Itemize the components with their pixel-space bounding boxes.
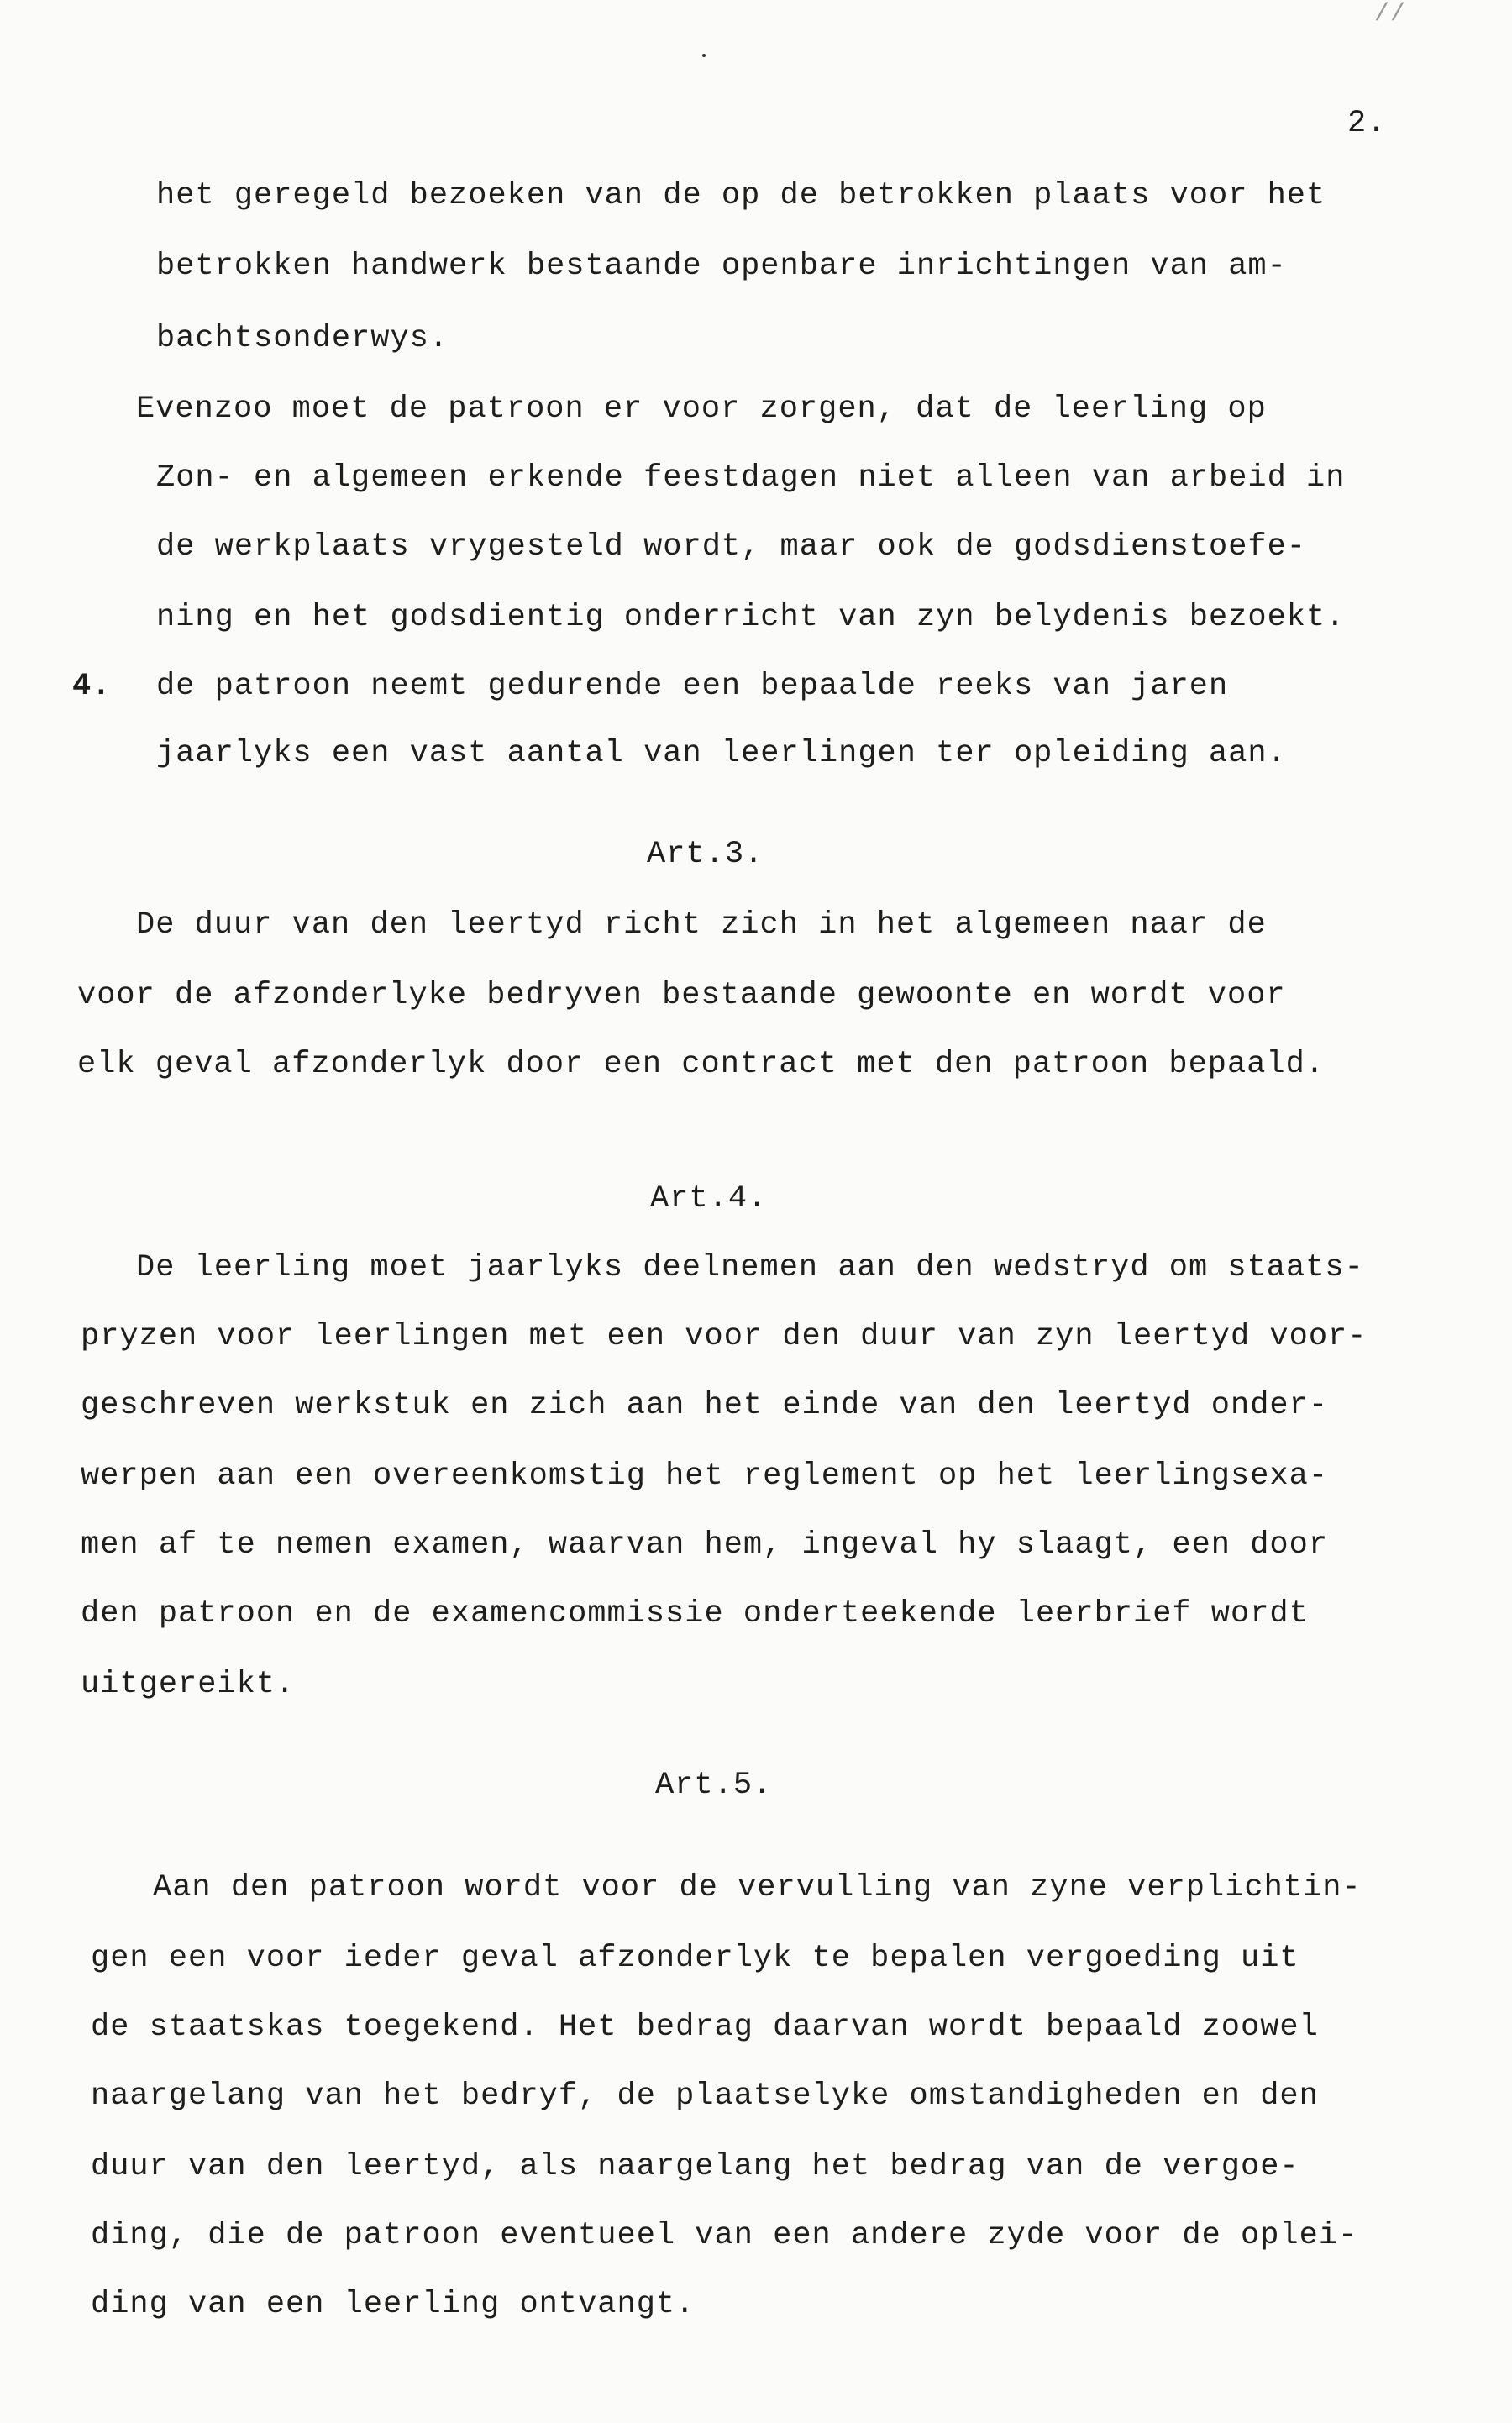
text-line: men af te nemen examen, waarvan hem, ingeval hy slaagt, een door [81,1527,1329,1563]
text-line: de werkplaats vrygesteld wordt, maar ook de godsdienstoefe- [156,529,1307,565]
ink-dot [702,54,706,57]
text-line: duur van den leertyd, als naargelang het bedrag van de vergoe- [91,2149,1299,2184]
article-4-heading: Art.4. [650,1181,768,1217]
article-3-heading: Art.3. [647,837,764,872]
text-line: ding, die de patroon eventueel van een andere zyde voor de oplei- [91,2218,1358,2253]
text-line: de staatskas toegekend. Het bedrag daarvan wordt bepaald zoowel [91,2010,1319,2045]
page-number: 2. [1347,106,1387,141]
text-line: Zon- en algemeen erkende feestdagen niet alleen van arbeid in [156,460,1346,496]
text-line: Aan den patroon wordt voor de vervulling van zyne verplichtin- [153,1870,1362,1905]
text-line: werpen aan een overeenkomstig het reglement op het leerlingsexa- [81,1459,1329,1494]
text-line: elk geval afzonderlyk door een contract met den patroon bepaald. [77,1047,1326,1082]
text-line: ning en het godsdientig onderricht van zyn belydenis bezoekt. [156,600,1346,635]
text-line: betrokken handwerk bestaande openbare inrichtingen van am- [156,249,1287,284]
corner-mark: // [1374,0,1407,29]
text-line: pryzen voor leerlingen met een voor den duur van zyn leertyd voor- [81,1319,1368,1354]
text-line: Evenzoo moet de patroon er voor zorgen, dat de leerling op [136,392,1267,427]
text-line: gen een voor ieder geval afzonderlyk te bepalen vergoeding uit [91,1941,1299,1976]
text-line: ding van een leerling ontvangt. [91,2287,696,2322]
item-number: 4. [72,669,112,704]
text-line: de patroon neemt gedurende een bepaalde reeks van jaren [156,669,1229,704]
text-line: De duur van den leertyd richt zich in het algemeen naar de [136,907,1267,943]
text-line: uitgereikt. [81,1667,296,1702]
text-line: naargelang van het bedryf, de plaatselyke omstandigheden en den [91,2079,1319,2114]
text-line: geschreven werkstuk en zich aan het einde van den leertyd onder- [81,1388,1329,1423]
text-line: het geregeld bezoeken van de op de betrokken plaats voor het [156,178,1326,213]
text-line: jaarlyks een vast aantal van leerlingen ter opleiding aan. [156,736,1287,771]
text-line: De leerling moet jaarlyks deelnemen aan den wedstryd om staats- [136,1250,1364,1285]
text-line: den patroon en de examencommissie onderteekende leerbrief wordt [81,1596,1309,1632]
text-line: voor de afzonderlyke bedryven bestaande gewoonte en wordt voor [77,978,1286,1013]
text-line: bachtsonderwys. [156,321,449,356]
article-5-heading: Art.5. [655,1768,773,1803]
